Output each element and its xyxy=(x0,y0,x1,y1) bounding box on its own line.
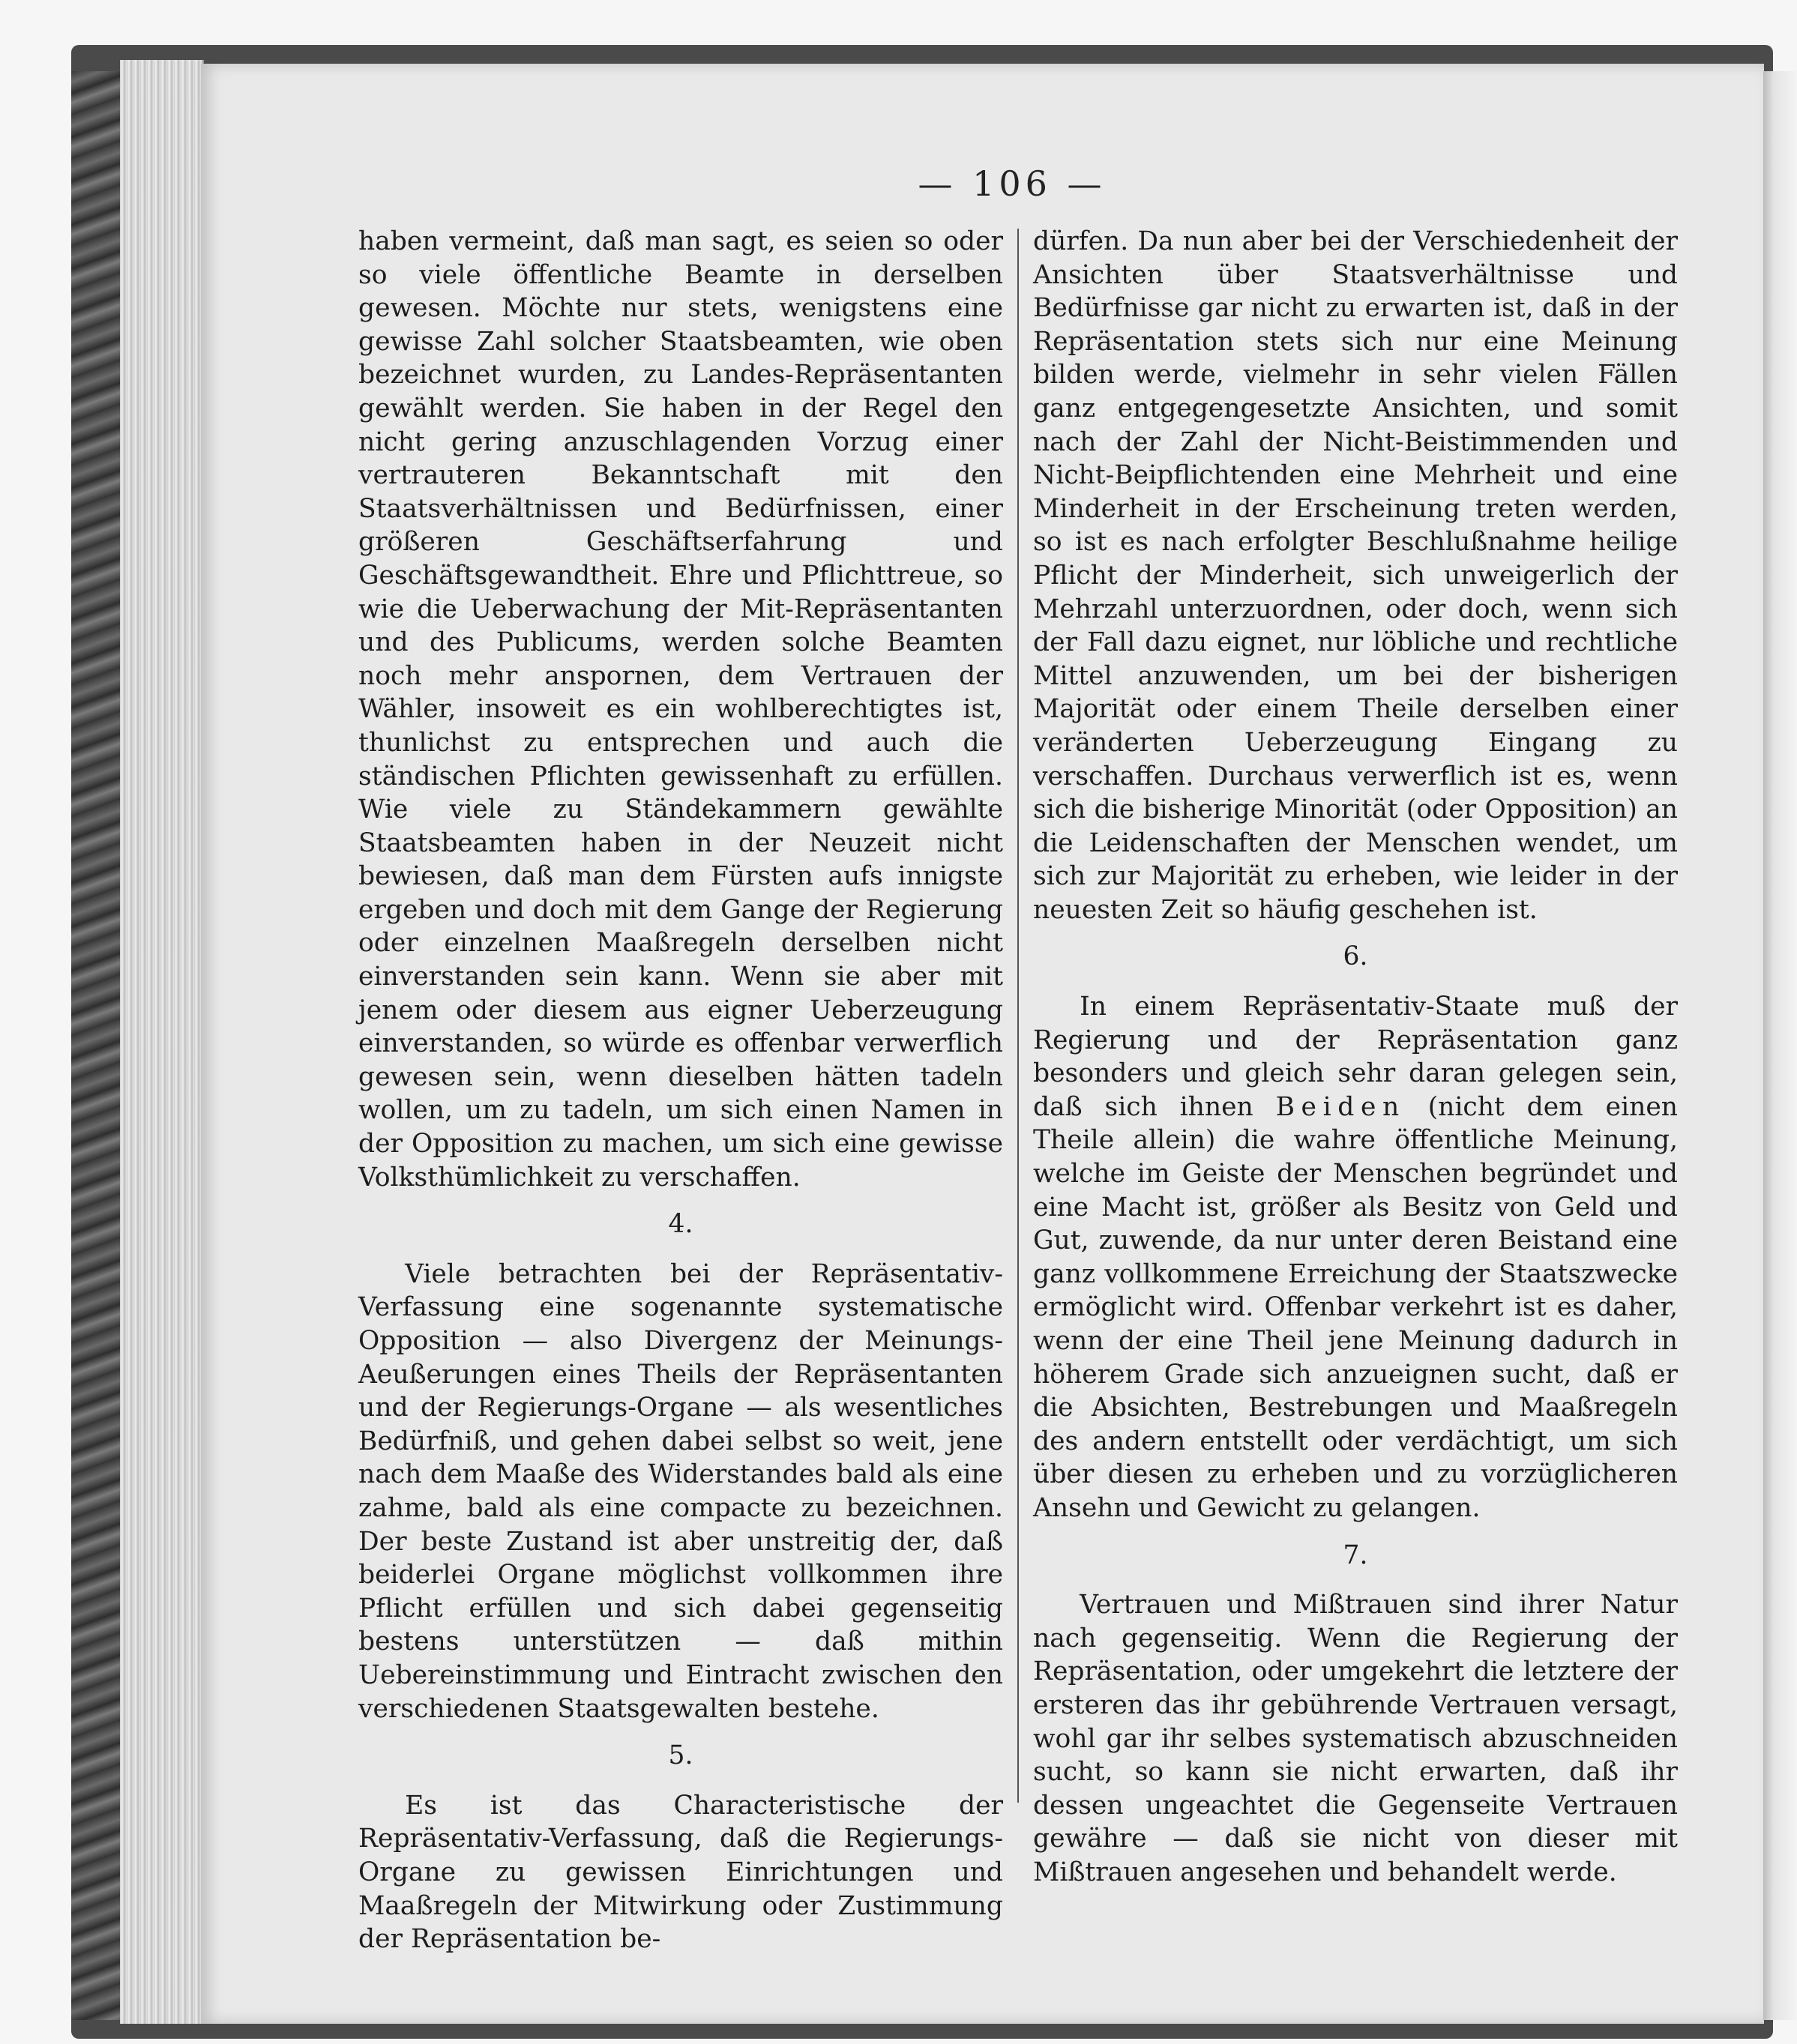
left-column xyxy=(358,225,1003,1956)
page-number: — 106 — xyxy=(918,163,1107,204)
section-number-7: 7. xyxy=(1343,1540,1368,1570)
paragraph-text: In einem Repräsentativ-Staate muß der Regierung und der Repräsentation ganz besonders und gleich sehr daran gelegen sein, daß sich ihnen xyxy=(1033,992,1678,1122)
section-number-5: 5. xyxy=(668,1740,693,1771)
paragraph: Es ist das Characteristische der Repräsentativ-Verfassung, daß die Regierungs-Organe zu gewissen Einrichtungen und Maaßregeln der Mitwirkung oder Zustimmung der Repräsentation be- xyxy=(358,1790,1003,1955)
column-divider xyxy=(1017,229,1019,1803)
paragraph: dürfen. Da nun aber bei der Verschiedenheit der Ansichten über Staatsverhältnisse und Bedürfnisse gar nicht zu erwarten ist, daß in der Repräsentation stets sich nur eine Meinung bilden werde, vielmehr in sehr vielen Fällen ganz entgegengesetzte Ansichten, und somit nach der Zahl der Nicht-Beistimmenden und Nicht-Beipflichtenden eine Mehrheit und eine Minderheit in der Erscheinung treten werden, so ist es nach erfolgter Beschlußnahme heilige Pflicht der Minderheit, sich unweigerlich der Mehrzahl unterzuordnen, oder doch, wenn sich der Fall dazu eignet, nur löbliche und rechtliche Mittel anzuwenden, um bei der bisherigen Majorität oder einem Theile derselben einer veränderten Ueberzeugung Eingang zu verschaffen. Durchaus verwerflich ist es, wenn sich die bisherige Minorität (oder Opposition) an die Leidenschaften der Menschen wendet, um sich zur Majorität zu erheben, wie leider in der neuesten Zeit so häufig geschehen ist. xyxy=(1033,226,1678,925)
paragraph-text: (nicht dem einen Theile allein) die wahre öffentliche Meinung, welche im Geiste der Menschen begründet und eine Macht ist, größer als Besitz von Geld und Gut, zuwende, da nur unter deren Beistand eine ganz vollkommene Erreichung der Staatszwecke ermöglicht wird. Offenbar verkehrt ist es daher, wenn der eine Theil jene Meinung dadurch in höherem Grade sich anzueignen sucht, daß er die Absichten, Bestrebungen und Maaßregeln des andern entstellt oder verdächtigt, um sich über diesen zu erheben und zu vorzüglicheren Ansehn und Gewicht zu gelangen. xyxy=(1033,1091,1678,1523)
page-stack-edge xyxy=(120,60,204,2024)
emphasized-word: Beiden xyxy=(1275,1091,1406,1122)
paragraph: haben vermeint, daß man sagt, es seien so oder so viele öffentliche Beamte in derselben gewesen. Möchte nur stets, wenigstens eine gewisse Zahl solcher Staatsbeamten, wie oben bezeichnet wurden, zu Landes-Repräsentanten gewählt werden. Sie haben in der Regel den nicht gering anzuschlagenden Vorzug einer vertrauteren Bekanntschaft mit den Staatsverhältnissen und Bedürfnissen, einer größeren Geschäftserfahrung und Geschäftsgewandtheit. Ehre und Pflichttreue, so wie die Ueberwachung der Mit-Repräsentanten und des Publicums, werden solche Beamten noch mehr anspornen, dem Vertrauen der Wähler, insoweit es ein wohlberechtigtes ist, thunlichst zu entsprechen und auch die ständischen Pflichten gewissenhaft zu erfüllen. Wie viele zu Ständekammern gewählte Staatsbeamten haben in der Neuzeit nicht bewiesen, daß man dem Fürsten aufs innigste ergeben und doch mit dem Gange der Regierung oder einzelnen Maaßregeln derselben nicht einverstanden sein kann. Wenn sie aber mit jenem oder diesem aus eigner Ueberzeugung einverstanden, so würde es offenbar verwerflich gewesen sein, wenn dieselben hätten tadeln wollen, um zu tadeln, um sich einen Namen in der Opposition zu machen, um sich eine gewisse Volksthümlichkeit zu verschaffen. xyxy=(358,226,1003,1193)
right-column xyxy=(1033,225,1678,1890)
paragraph: Viele betrachten bei der Repräsentativ-Verfassung eine sogenannte systematische Opposition — also Divergenz der Meinungs-Aeußerungen eines Theils der Repräsentanten und der Regierungs-Organe — als wesentliches Bedürfniß, und gehen dabei selbst so weit, jene nach dem Maaße des Widerstandes bald als eine zahme, bald als eine compacte zu bezeichnen. Der beste Zustand ist aber unstreitig der, daß beiderlei Organe möglichst vollkommen ihre Pflicht erfüllen und sich dabei gegenseitig bestens unterstützen — daß mithin Uebereinstimmung und Eintracht zwischen den verschiedenen Staatsgewalten bestehe. xyxy=(358,1258,1003,1724)
facing-page-edge xyxy=(1763,71,1797,2020)
marbled-cover-edge xyxy=(71,71,124,2020)
section-number-6: 6. xyxy=(1343,941,1368,972)
paragraph xyxy=(1033,990,1678,1525)
section-number-4: 4. xyxy=(668,1209,693,1240)
paragraph: Vertrauen und Mißtrauen sind ihrer Natur nach gegenseitig. Wenn die Regierung der Repräsentation, oder umgekehrt die letztere der ersteren das ihr gebührende Vertrauen versagt, wohl gar ihr selbes systematisch abzuschneiden sucht, so kann sie nicht erwarten, daß ihr dessen ungeachtet die Gegenseite Vertrauen gewähre — daß sie nicht von dieser mit Mißtrauen angesehen und behandelt werde. xyxy=(1033,1590,1678,1887)
